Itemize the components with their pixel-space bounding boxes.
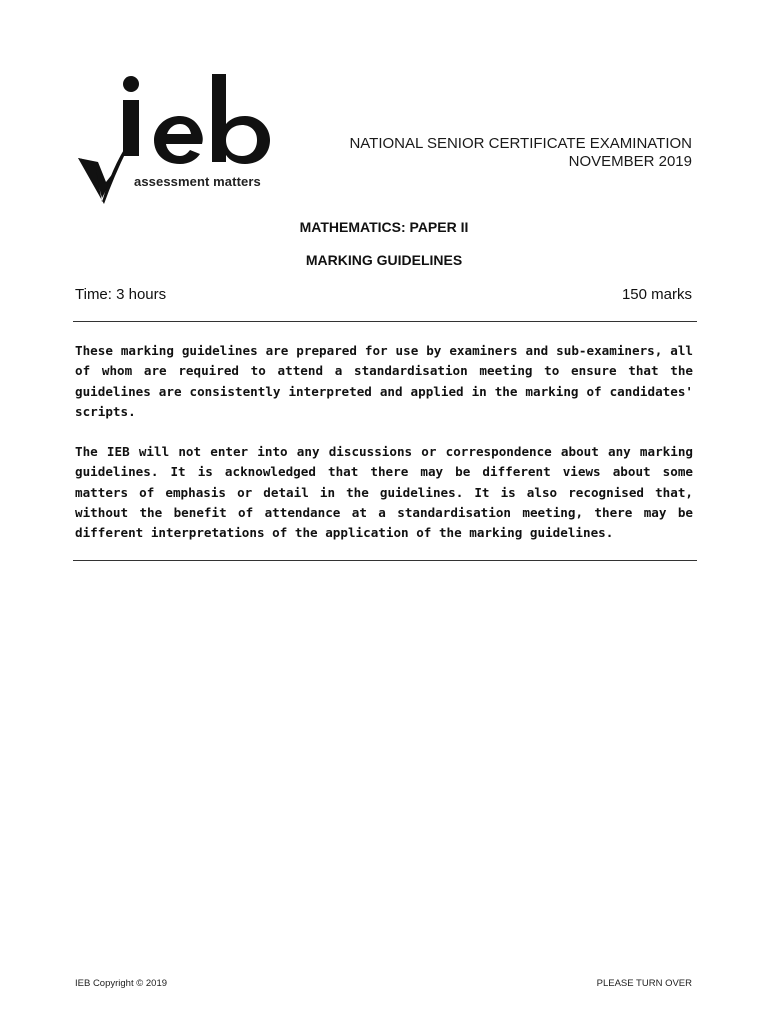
footer-copyright: IEB Copyright © 2019 bbox=[75, 978, 168, 989]
exam-name: NATIONAL SENIOR CERTIFICATE EXAMINATION bbox=[349, 135, 692, 152]
exam-date: NOVEMBER 2019 bbox=[568, 153, 692, 170]
exam-marks: 150 marks bbox=[621, 286, 692, 303]
exam-meta-row bbox=[75, 286, 692, 303]
ieb-logo bbox=[76, 70, 291, 210]
document-title: MARKING GUIDELINES bbox=[305, 252, 463, 268]
paragraph-disclaimer: The IEB will not enter into any discussions or correspondence about any marking guidelines. It is acknowledged that there may be different views about some matters of emphasis or detail in the guidelines. It is also recognised that, without the benefit of attendance at a standardisation meeting, there may be different interpretations of the application of the marking guidelines. bbox=[75, 444, 693, 541]
divider-top bbox=[73, 321, 697, 322]
subject-title: MATHEMATICS: PAPER II bbox=[299, 219, 469, 235]
logo-tagline: assessment matters bbox=[134, 174, 261, 189]
ieb-logo-mark bbox=[76, 70, 291, 210]
divider-bottom bbox=[73, 560, 697, 561]
footer-turn-over: PLEASE TURN OVER bbox=[596, 978, 692, 989]
paragraph-purpose: These marking guidelines are prepared for use by examiners and sub-examiners, all of whom are required to attend a standardisation meeting to ensure that the guidelines are consistently interpreted and applied in the marking of candidates' scripts. bbox=[75, 343, 693, 419]
exam-header bbox=[349, 135, 692, 171]
exam-time: Time: 3 hours bbox=[75, 286, 167, 303]
